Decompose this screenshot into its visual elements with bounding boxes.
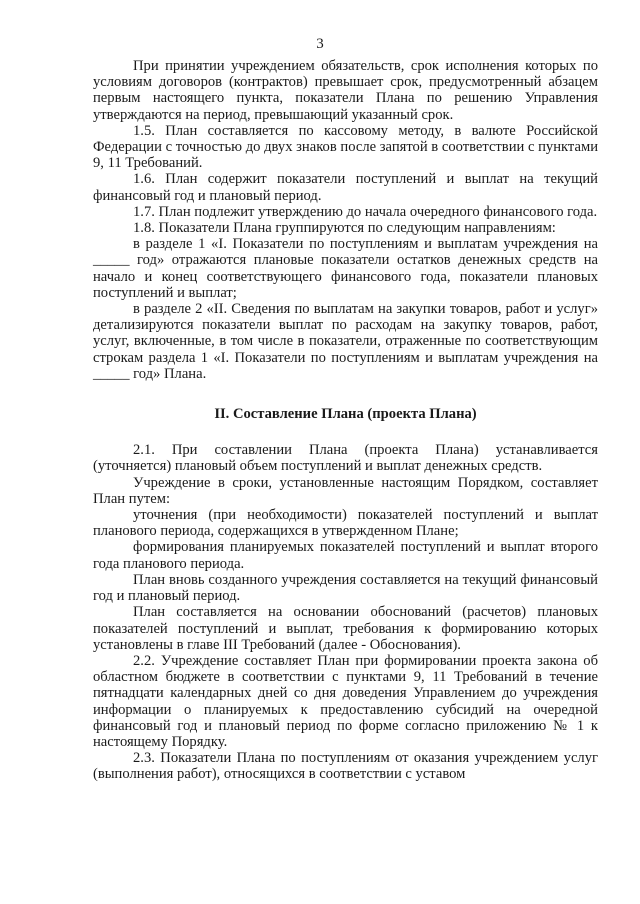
paragraph-section-1: в разделе 1 «I. Показатели по поступлениям и выплатам учреждения на _____ год» отражаются плановые показатели остатков денежных средств на начало и конец соответствующего финансового года, показатели плановых поступлений и выплат; — [93, 236, 598, 301]
page-number: 3 — [316, 36, 324, 52]
paragraph-2-1: 2.1. При составлении Плана (проекта Плана) устанавливается (уточняется) плановый объем поступлений и выплат денежных средств. — [93, 442, 598, 475]
paragraph-new-institution: План вновь созданного учреждения составляется на текущий финансовый год и плановый период. — [93, 571, 598, 605]
paragraph-2-2: 2.2. Учреждение составляет План при формировании проекта закона об областном бюджете в соответствии с пунктами 9, 11 Требований в течение пятнадцати календарных дней со дня доведения Управлением до учреждения информации о планируемых к предоставлению субсидий на очередной финансовый год и плановый период по форме согласно приложению № 1 к настоящему Порядку. — [93, 652, 598, 750]
paragraph-1-7: 1.7. План подлежит утверждению до начала очередного финансового года. — [133, 203, 598, 220]
paragraph-1-8: 1.8. Показатели Плана группируются по следующим направлениям: — [133, 220, 556, 237]
paragraph-section-2: в разделе 2 «II. Сведения по выплатам на закупки товаров, работ и услуг» детализируются показатели выплат по расходам на закупку товаров, работ, услуг, включенные, в том числе в показатели, отраженные по соответствующим строкам раздела 1 «I. Показатели по поступлениям и выплатам учреждения на _____ год» Плана. — [93, 301, 598, 382]
paragraph-plan-method: Учреждение в сроки, установленные настоящим Порядком, составляет План путем: — [93, 474, 598, 507]
paragraph-clarification: уточнения (при необходимости) показателей поступлений и выплат планового периода, содержащихся в утвержденном Плане; — [93, 507, 598, 540]
paragraph-obligations: При принятии учреждением обязательств, срок исполнения которых по условиям договоров (контрактов) превышает срок, предусмотренный абзацем первым настоящего пункта, показатели Плана по решению Управления утверждаются на период, превышающий указанный срок. — [93, 58, 598, 123]
paragraph-justifications: План составляется на основании обоснований (расчетов) плановых показателей поступлений и выплат, требования к формированию которых установлены в главе III Требований (далее - Обоснования). — [93, 604, 598, 653]
paragraph-1-5: 1.5. План составляется по кассовому методу, в валюте Российской Федерации с точностью до двух знаков после запятой в соответствии с пунктами 9, 11 Требований. — [93, 122, 598, 172]
paragraph-2-3: 2.3. Показатели Плана по поступлениям от оказания учреждением услуг (выполнения работ), относящихся в соответствии с уставом — [93, 750, 598, 783]
paragraph-formation: формирования планируемых показателей поступлений и выплат второго года планового периода. — [93, 539, 598, 572]
document-body — [93, 58, 598, 783]
paragraph-1-6: 1.6. План содержит показатели поступлений и выплат на текущий финансовый год и плановый период. — [93, 171, 598, 204]
section-heading: II. Составление Плана (проекта Плана) — [214, 406, 477, 423]
